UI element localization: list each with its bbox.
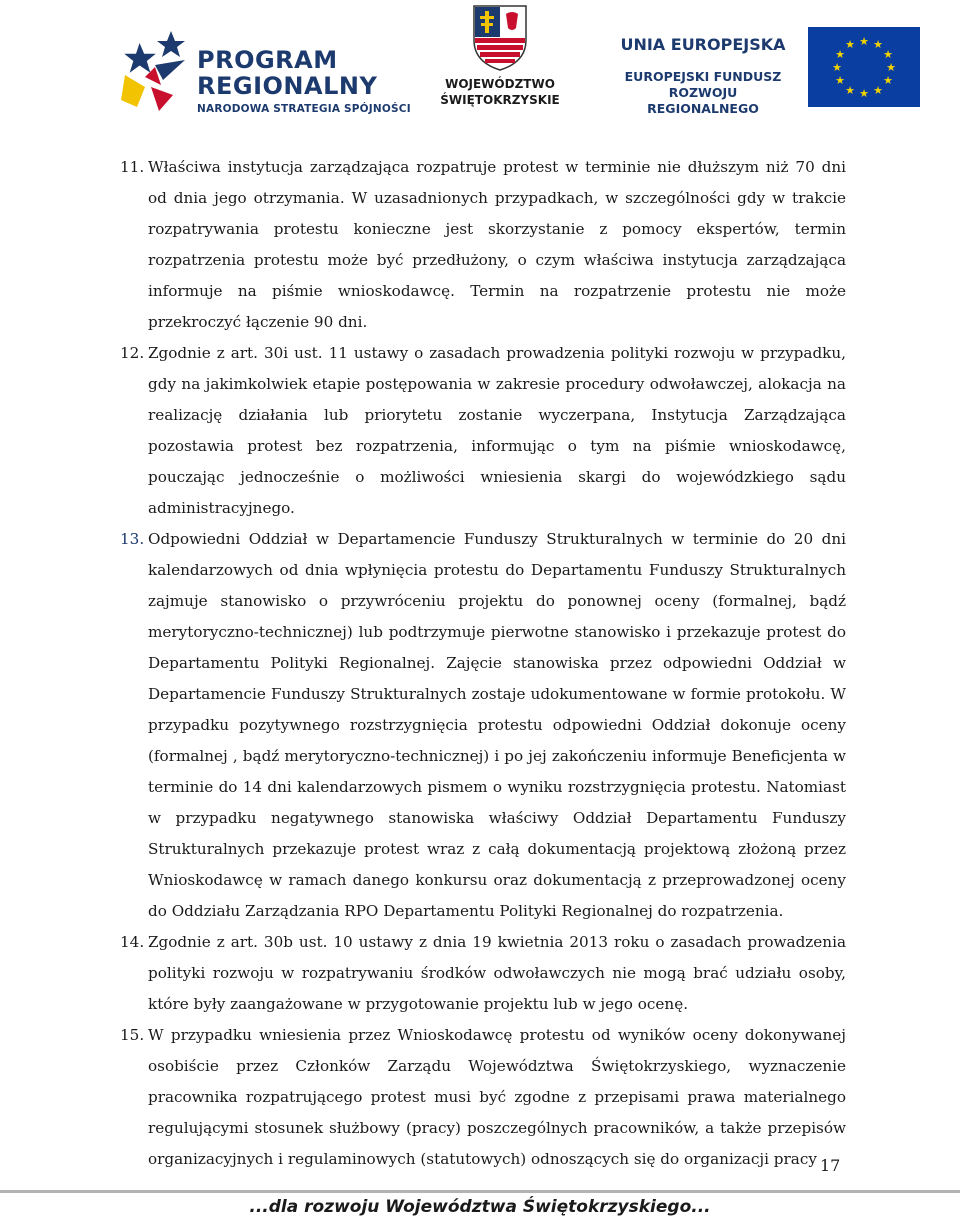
coat-of-arms-icon <box>470 2 530 72</box>
logo-line-strategia: NARODOWA STRATEGIA SPÓJNOŚCI <box>197 103 411 115</box>
footer-slogan: ...dla rozwoju Województwa Świętokrzyskiego... <box>249 1197 711 1217</box>
list-item <box>120 927 846 1020</box>
svg-text:★: ★ <box>835 74 845 87</box>
program-regionalny-logo <box>115 25 415 115</box>
svg-text:★: ★ <box>859 87 869 100</box>
crest-line-swietokrzyskie: ŚWIĘTOKRZYSKIE <box>440 93 560 107</box>
item-text: Właściwa instytucja zarządzająca rozpatruje protest w terminie nie dłuższym niż 70 dni od dnia jego otrzymania. W uzasadnionych przypadkach, w szczególności gdy w trakcie rozpatrywania protestu konieczne jest skorzystanie z pomocy ekspertów, termin rozpatrzenia protestu może być przedłużony, o czym właściwa instytucja zarządzająca informuje na piśmie wnioskodawcę. Termin na rozpatrzenie protestu nie może przekroczyć łączenie 90 dni. <box>148 158 846 331</box>
crest-line-wojewodztwo: WOJEWÓDZTWO <box>445 77 555 91</box>
footer-divider <box>0 1190 960 1193</box>
logo-line-program: PROGRAM <box>197 46 338 74</box>
wojewodztwo-crest <box>440 2 560 112</box>
list-item <box>120 1020 846 1175</box>
stars-emblem-icon <box>115 25 195 115</box>
item-text: Zgodnie z art. 30b ust. 10 ustawy z dnia 19 kwietnia 2013 roku o zasadach prowadzenia polityki rozwoju w rozpatrywaniu środków odwoławczych nie mogą brać udziału osoby, które były zaangażowane w przygotowanie projektu lub w jego ocenę. <box>148 933 846 1013</box>
list-item <box>120 524 846 927</box>
document-body <box>120 152 846 1175</box>
page-header <box>0 0 960 130</box>
svg-text:★: ★ <box>873 38 883 51</box>
eu-title: UNIA EUROPEJSKA <box>620 35 786 54</box>
item-number: 14. <box>120 933 145 951</box>
item-text: Odpowiedni Oddział w Departamencie Funduszy Strukturalnych w terminie do 20 dni kalendarzowych od dnia wpłynięcia protestu do Departamentu Funduszy Strukturalnych zajmuje stanowisko o przywróceniu projektu do ponownej oceny (formalnej, bądź merytoryczno-technicznej) lub podtrzymuje pierwotne stanowisko i przekazuje protest do Departamentu Polityki Regionalnej. Zajęcie stanowiska przez odpowiedni Oddział w Departamencie Funduszy Strukturalnych zostaje udokumentowane w formie protokołu. W przypadku pozytywnego rozstrzygnięcia protestu odpowiedni Oddział dokonuje oceny (formalnej , bądź merytoryczno-technicznej) i po jej zakończeniu informuje Beneficjenta w terminie do 14 dni kalendarzowych pismem o wyniku rozstrzygnięcia protestu. Natomiast w przypadku negatywnego stanowiska właściwy Oddział Departamentu Funduszy Strukturalnych przekazuje protest wraz z całą dokumentacją projektową złożoną przez Wnioskodawcę w ramach danego konkursu oraz dokumentacją z przeprowadzonej oceny do Oddziału Zarządzania RPO Departamentu Polityki Regionalnej do rozpatrzenia. <box>148 530 846 920</box>
eu-fund-line1: EUROPEJSKI FUNDUSZ <box>624 69 782 84</box>
list-item <box>120 152 846 338</box>
item-number: 15. <box>120 1026 145 1044</box>
svg-text:★: ★ <box>835 48 845 61</box>
item-text: W przypadku wniesienia przez Wnioskodawcę protestu od wyników oceny dokonywanej osobiście przez Członków Zarządu Województwa Świętokrzyskiego, wyznaczenie pracownika rozpatrującego protest musi być zgodne z przepisami prawa materialnego regulującymi stosunek służbowy (pracy) poszczególnych pracowników, a także przepisów organizacyjnych i regulaminowych (statutowych) odnoszących się do organizacji pracy <box>148 1026 846 1168</box>
svg-text:★: ★ <box>873 84 883 97</box>
eu-logo <box>618 35 928 115</box>
svg-text:★: ★ <box>883 74 893 87</box>
item-number: 11. <box>120 158 145 176</box>
svg-text:★: ★ <box>832 61 842 74</box>
svg-text:★: ★ <box>845 38 855 51</box>
svg-text:★: ★ <box>886 61 896 74</box>
eu-flag-icon <box>808 27 920 107</box>
item-number: 12. <box>120 344 145 362</box>
svg-text:★: ★ <box>845 84 855 97</box>
logo-line-regionalny: REGIONALNY <box>197 72 378 100</box>
item-text: Zgodnie z art. 30i ust. 11 ustawy o zasadach prowadzenia polityki rozwoju w przypadku, gdy na jakimkolwiek etapie postępowania w zakresie procedury odwoławczej, alokacja na realizację działania lub priorytetu zostanie wyczerpana, Instytucja Zarządzająca pozostawia protest bez rozpatrzenia, informując o tym na piśmie wnioskodawcę, pouczając jednocześnie o możliwości wniesienia skargi do wojewódzkiego sądu administracyjnego. <box>148 344 846 517</box>
svg-text:★: ★ <box>859 35 869 48</box>
svg-text:★: ★ <box>883 48 893 61</box>
eu-fund-line2: ROZWOJU REGIONALNEGO <box>647 85 759 116</box>
list-item <box>120 338 846 524</box>
item-number: 13. <box>120 530 145 548</box>
page-number: 17 <box>820 1156 841 1175</box>
